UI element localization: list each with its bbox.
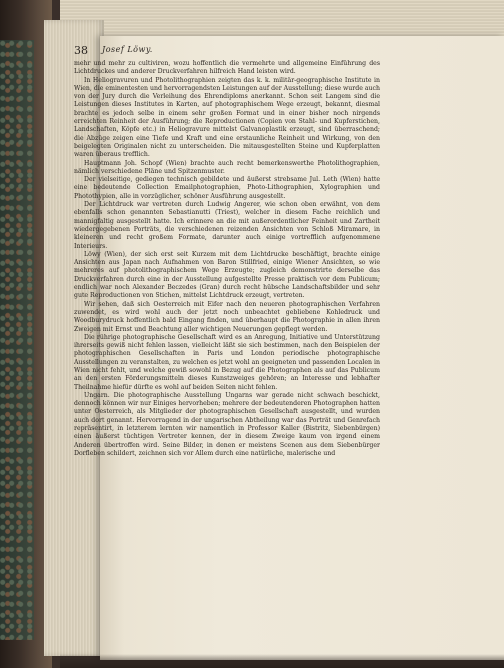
paragraph: Hauptmann Joh. Schopf (Wien) brachte auch recht bemerkenswerthe Photolithographien, nämlich verschiedene Pläne und Spitzenmuster. xyxy=(74,159,380,175)
page-header xyxy=(74,44,484,58)
paragraph: Der Lichtdruck war vertreten durch Ludwig Angerer, wie schon oben erwähnt, von dem ebenfalls schon genannten Sebastianutti (Triest), welcher in diesem Fache reichlich und mannigfaltig ausgestellt hatte. Ich erinnere an die mit außerordentlicher Feinheit und Zartheit wiedergegebenen Porträts, die verschiedenen reizenden Ansichten von Schloß Miramare, in kleineren und recht großem Formate, darunter auch einige vortrefflich aufgenommene Interieurs. xyxy=(74,201,380,250)
paragraph: mehr und mehr zu cultiviren, wozu hoffentlich die vermehrte und allgemeine Einführung des Lichtdruckes und anderer Druckverfahren hilfreich Hand leisten wird. xyxy=(74,60,380,76)
body-text xyxy=(74,60,380,580)
running-head: Josef Löwy. xyxy=(102,45,153,54)
marbled-cover xyxy=(0,40,34,640)
page-stack-top xyxy=(60,0,504,40)
paragraph: Der vielseitige, gediegen technisch gebildete und äußerst strebsame Jul. Leth (Wien) hatte eine bedeutende Collection Emailphotographien, Photo-Lithographien, Xylographien und Photothypien, alle in vorzüglicher, schöner Ausführung ausgestellt. xyxy=(74,176,380,200)
paragraph: Wir sehen, daß sich Oesterreich mit Eifer nach den neueren photographischen Verfahren zuwendet, es wird wohl auch der jetzt noch unbeachtet gebliebene Kohledruck und Woodburydruck hoffentlich bald Eingang finden, und überhaupt die Photographie in allen ihren Zweigen mit Ernst und Beachtung aller wichtigen Neuerungen gepflegt werden. xyxy=(74,300,380,333)
paragraph: Ungarn. Die photographische Ausstellung Ungarns war gerade nicht schwach beschickt, dennoch können wir nur Einiges hervorheben; mehrere der bedeutenderen Photographen hatten unter Oesterreich, als Mitglieder der photographischen Gesellschaft ausgestellt, und wurden auch dort genannt. Hervorragend in der ungarischen Abtheilung war das Porträt und Genrefach repräsentirt, in letzterem lernten wir namentlich in Professor Kaller (Bistritz, Siebenbürgen) einen äußerst tüchtigen Vertreter kennen, der in diesem Zweige kaum von irgend einem Anderen übertroffen wird. Seine Bilder, in denen er meistens Scenen aus dem Siebenbürger Dorfleben schildert, zeichnen sich vor Allem durch eine natürliche, malerische und xyxy=(74,391,380,457)
paragraph: In Heliogravuren und Photolithographien zeigten das k. k. militär-geographische Institute in Wien, die eminentesten und hervorragendsten Leistungen auf der Ausstellung; diese wurde auch von der Jury durch die Verleihung des Ehrendiploms anerkannt. Schon seit Langem sind die Leistungen dieses Institutes in Karten, auf photographischem Wege erzeugt, bekannt, diesmal brachte es jedoch selbe in einem sehr großen Format und in einer bisher noch nirgends erreichten Reinheit der Ausführung; die Reproductionen (Copien von Stahl- und Kupferstichen, Landschaften, Köpfe etc.) in Heliogravure mittelst Galvanoplastik erzeugt, sind überraschend; die Abzüge zeigen eine Tiefe und Kraft und eine erstaunliche Reinheit und Wirkung, von den beigelegten Originalen nicht zu unterscheiden. Die mitausgestellten Steine und Kupferplatten waren überaus trefflich. xyxy=(74,76,380,159)
paragraph: Die rührige photographische Gesellschaft wird es an Anregung, Initiative und Unterstützung ihrerseits gewiß nicht fehlen lassen, vielleicht läßt sie sich bestimmen, nach den Beispielen der photographischen Gesellschaften in Paris und London periodische photographische Ausstellungen zu veranstalten, zu welchen es jetzt wohl an geeigneten und passenden Localen in Wien nicht fehlt, und welche gewiß sowohl in Bezug auf die Photographen als auf das Publicum an den ersten Förderungsmitteln dieses Kunstzweiges gehören; an Interesse und lebhafter Theilnahme hiefür dürfte es wohl auf beiden Seiten nicht fehlen. xyxy=(74,333,380,391)
paragraph: Löwy (Wien), der sich erst seit Kurzem mit dem Lichtdrucke beschäftigt, brachte einige Ansichten aus Japan nach Aufnahmen von Baron Stillfried, einige Wiener Ansichten, so wie mehreres auf photolithographischem Wege Erzeugte; zugleich demonstrirte derselbe das Druckverfahren durch eine in der Ausstellung aufgestellte Presse praktisch vor dem Publicum; endlich war noch Alexander Beczedes (Gran) durch recht hübsche Landschaftsbilder und sehr gute Reproductionen von Stichen, mittelst Lichtdruck erzeugt, vertreten. xyxy=(74,250,380,300)
page-number: 38 xyxy=(74,44,88,57)
bottom-shadow xyxy=(60,654,504,668)
